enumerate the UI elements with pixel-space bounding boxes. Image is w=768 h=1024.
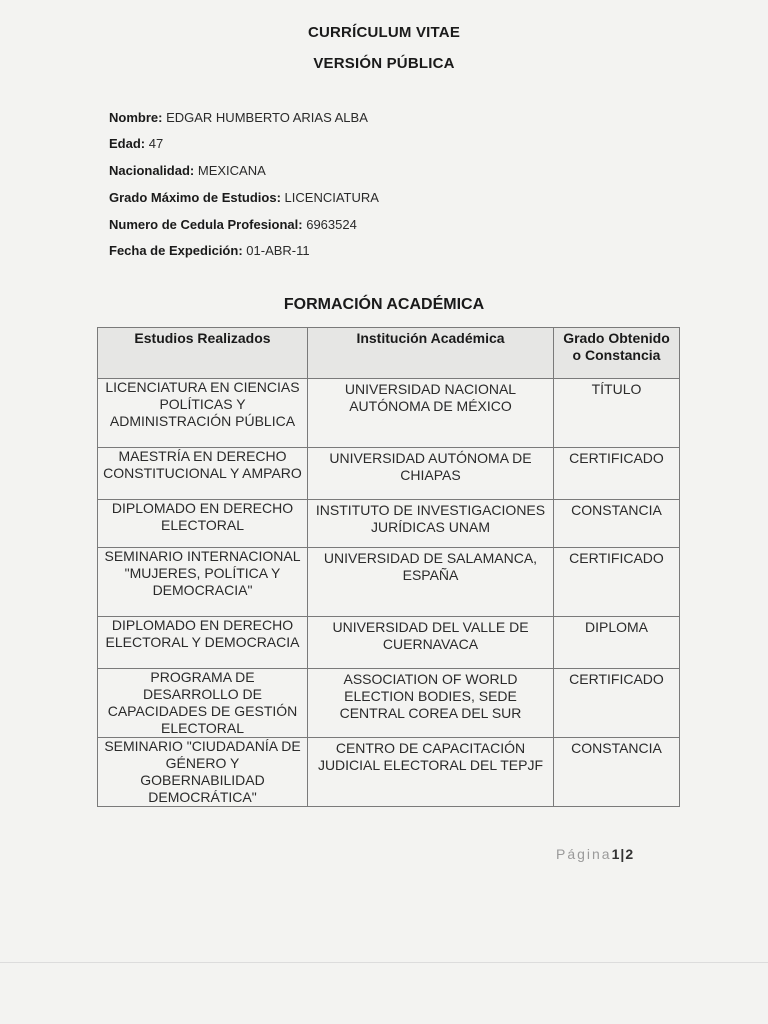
field-edad [109, 136, 163, 151]
table-row [98, 617, 680, 669]
table-cell: DIPLOMA [554, 617, 680, 669]
table-row [98, 379, 680, 448]
column-header: Grado Obtenido o Constancia [554, 328, 680, 379]
field-grado-maximo [109, 190, 379, 205]
field-value: 01-ABR-11 [246, 243, 310, 258]
education-table [97, 327, 680, 807]
field-value: EDGAR HUMBERTO ARIAS ALBA [166, 110, 368, 125]
table-cell: SEMINARIO INTERNACIONAL "MUJERES, POLÍTICA Y DEMOCRACIA" [98, 548, 308, 617]
field-label: Edad: [109, 136, 146, 151]
table-cell: TÍTULO [554, 379, 680, 448]
field-value: LICENCIATURA [284, 190, 379, 205]
page-word: Página [556, 846, 612, 862]
page-separator: | [620, 846, 626, 862]
field-value: 6963524 [306, 217, 357, 232]
table-cell: CERTIFICADO [554, 548, 680, 617]
field-cedula [109, 217, 357, 232]
page-number [556, 846, 634, 862]
field-value: 47 [148, 136, 164, 151]
field-label: Grado Máximo de Estudios: [109, 190, 281, 205]
table-cell: CERTIFICADO [554, 448, 680, 500]
table-row [98, 548, 680, 617]
column-header: Institución Académica [308, 328, 554, 379]
table-cell: PROGRAMA DE DESARROLLO DE CAPACIDADES DE GESTIÓN ELECTORAL [98, 669, 308, 738]
table-cell: CONSTANCIA [554, 738, 680, 807]
field-label: Nacionalidad: [109, 163, 195, 178]
scan-edge-divider [0, 962, 768, 963]
table-cell: LICENCIATURA EN CIENCIAS POLÍTICAS Y ADMINISTRACIÓN PÚBLICA [98, 379, 308, 448]
page-total: 2 [625, 846, 635, 862]
field-label: Numero de Cedula Profesional: [109, 217, 303, 232]
field-nacionalidad [109, 163, 266, 178]
table-header-row [98, 328, 680, 379]
table-row [98, 500, 680, 548]
table-cell: SEMINARIO "CIUDADANÍA DE GÉNERO Y GOBERNABILIDAD DEMOCRÁTICA" [98, 738, 308, 807]
table-cell: DIPLOMADO EN DERECHO ELECTORAL [98, 500, 308, 548]
field-nombre [109, 110, 368, 125]
table-cell: UNIVERSIDAD AUTÓNOMA DE CHIAPAS [308, 448, 554, 500]
table-cell: INSTITUTO DE INVESTIGACIONES JURÍDICAS UNAM [308, 500, 554, 548]
table-cell: CONSTANCIA [554, 500, 680, 548]
table-cell: UNIVERSIDAD DE SALAMANCA, ESPAÑA [308, 548, 554, 617]
field-label: Fecha de Expedición: [109, 243, 243, 258]
table-cell: UNIVERSIDAD NACIONAL AUTÓNOMA DE MÉXICO [308, 379, 554, 448]
section-title: FORMACIÓN ACADÉMICA [283, 296, 485, 313]
table-cell: CENTRO DE CAPACITACIÓN JUDICIAL ELECTORAL DEL TEPJF [308, 738, 554, 807]
table-row [98, 669, 680, 738]
field-fecha-expedicion [109, 243, 310, 258]
table-cell: DIPLOMADO EN DERECHO ELECTORAL Y DEMOCRACIA [98, 617, 308, 669]
table-cell: CERTIFICADO [554, 669, 680, 738]
column-header: Estudios Realizados [98, 328, 308, 379]
field-label: Nombre: [109, 110, 163, 125]
table-row [98, 448, 680, 500]
table-cell: MAESTRÍA EN DERECHO CONSTITUCIONAL Y AMPARO [98, 448, 308, 500]
document-title: CURRÍCULUM VITAE [307, 24, 461, 41]
table-cell: UNIVERSIDAD DEL VALLE DE CUERNAVACA [308, 617, 554, 669]
document-subtitle: VERSIÓN PÚBLICA [313, 55, 455, 72]
table-row [98, 738, 680, 807]
field-value: MEXICANA [197, 163, 266, 178]
page-current: 1 [611, 846, 621, 862]
table-cell: ASSOCIATION OF WORLD ELECTION BODIES, SEDE CENTRAL COREA DEL SUR [308, 669, 554, 738]
